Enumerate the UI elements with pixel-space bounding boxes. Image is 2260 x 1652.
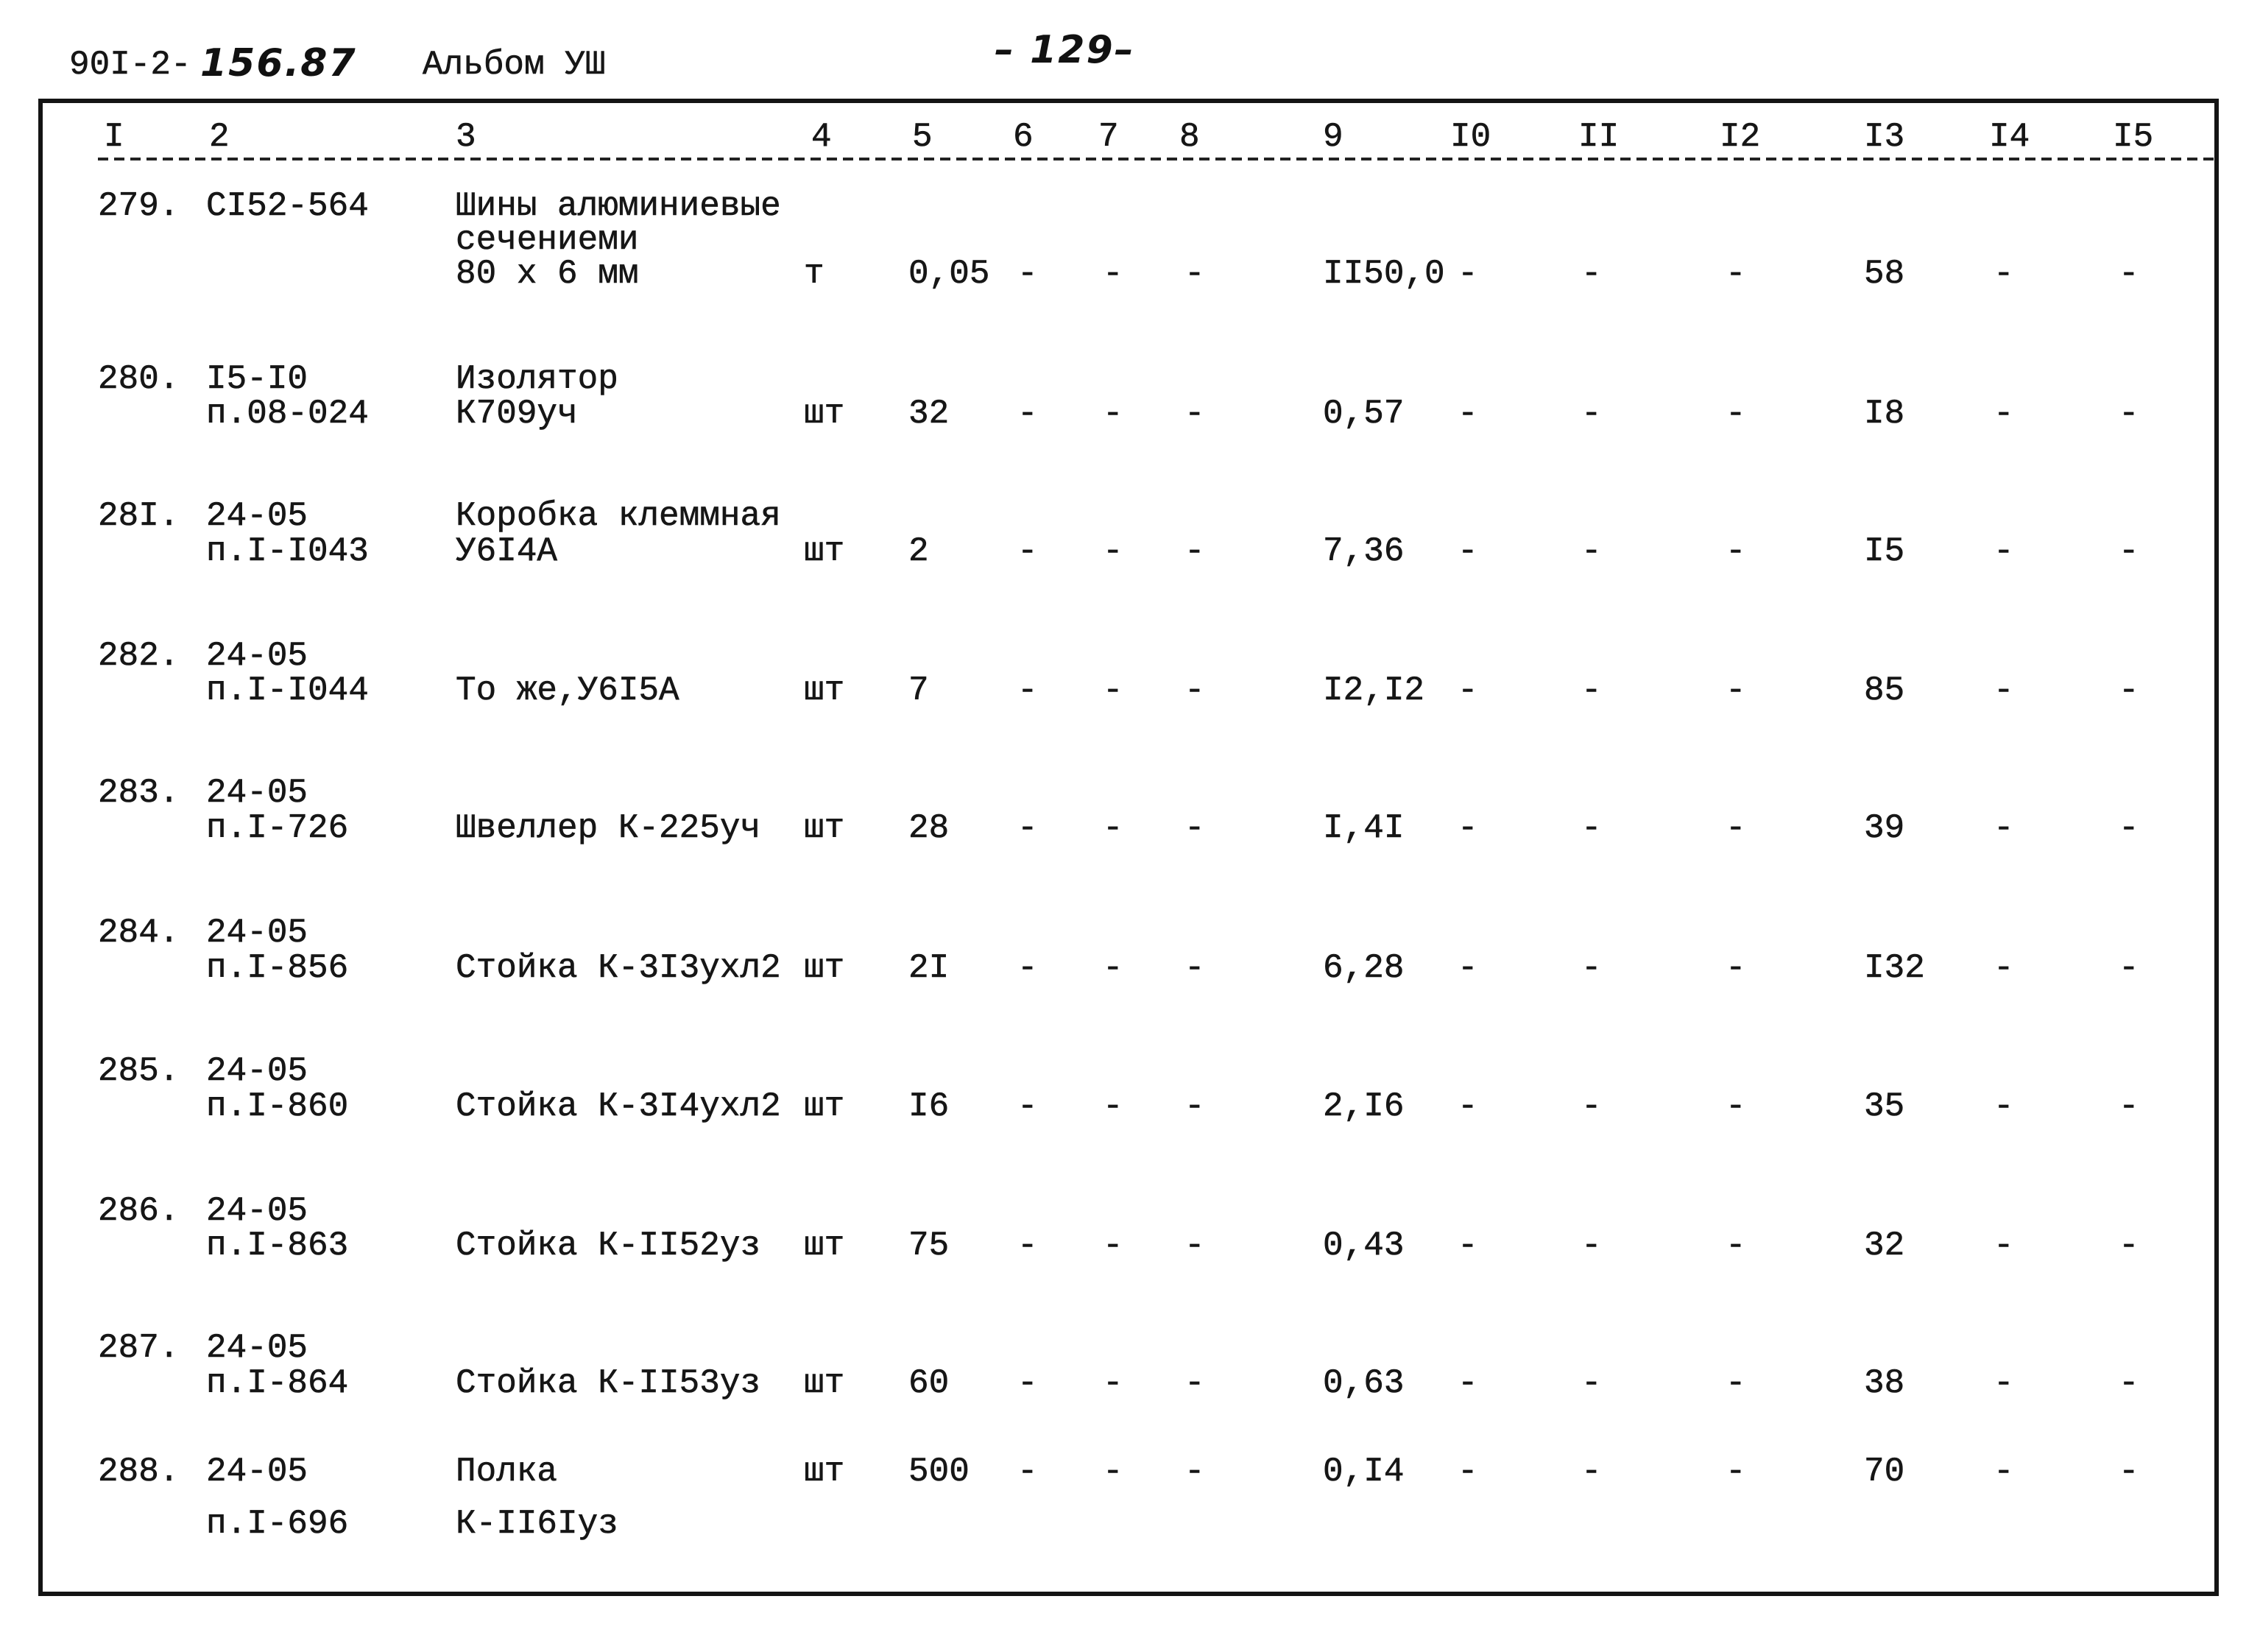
col-10-value: -: [1458, 671, 1478, 710]
column-header: II: [1578, 118, 1620, 156]
row-number: 280.: [98, 360, 180, 398]
row-number: 288.: [98, 1452, 180, 1491]
col-14-value: -: [1994, 255, 2014, 293]
column-header: 4: [811, 118, 832, 156]
col-13-value: I5: [1864, 532, 1905, 571]
col-12-value: -: [1726, 1087, 1746, 1126]
col-9-value: II50,0: [1323, 255, 1445, 293]
col-9-value: 6,28: [1323, 949, 1405, 987]
row-number: 284.: [98, 914, 180, 952]
column-header: 6: [1013, 118, 1034, 156]
item-description: К-II6Iуз: [456, 1505, 618, 1543]
row-number: 286.: [98, 1192, 180, 1230]
col-9-value: 0,43: [1323, 1226, 1405, 1265]
col-13-value: 85: [1864, 671, 1905, 710]
row-number: 287.: [98, 1329, 180, 1367]
col-13-value: I8: [1864, 395, 1905, 433]
column-header: I3: [1864, 118, 1905, 156]
item-unit: шт: [804, 1226, 845, 1265]
col-10-value: -: [1458, 532, 1478, 571]
column-header: 3: [456, 118, 476, 156]
col-8-value: -: [1184, 255, 1205, 293]
col-8-value: -: [1184, 1452, 1205, 1491]
col-7-value: -: [1103, 1226, 1123, 1265]
col-8-value: -: [1184, 949, 1205, 987]
col-11-value: -: [1581, 1452, 1602, 1491]
col-11-value: -: [1581, 809, 1602, 847]
col-9-value: I2,I2: [1323, 671, 1425, 710]
col-12-value: -: [1726, 255, 1746, 293]
col-5-value: 0,05: [908, 255, 990, 293]
item-description: Стойка К-II52уз: [456, 1226, 761, 1265]
col-13-value: 32: [1864, 1226, 1905, 1265]
col-9-value: 0,I4: [1323, 1452, 1405, 1491]
col-9-value: 2,I6: [1323, 1087, 1405, 1126]
item-code: 24-05: [206, 1452, 308, 1491]
item-description: Полка: [456, 1452, 558, 1491]
item-code: 24-05: [206, 914, 308, 952]
item-code: I5-I0: [206, 360, 308, 398]
page-number: – 129–: [995, 28, 1135, 72]
col-8-value: -: [1184, 1364, 1205, 1402]
item-unit: шт: [804, 1452, 845, 1491]
col-14-value: -: [1994, 671, 2014, 710]
col-10-value: -: [1458, 949, 1478, 987]
col-14-value: -: [1994, 809, 2014, 847]
col-14-value: -: [1994, 1364, 2014, 1402]
col-13-value: 58: [1864, 255, 1905, 293]
col-6-value: -: [1017, 395, 1038, 433]
column-header: I: [104, 118, 124, 156]
col-15-value: -: [2119, 671, 2139, 710]
item-code: п.I-I043: [206, 532, 369, 571]
item-description: Стойка К-II53уз: [456, 1364, 761, 1402]
col-15-value: -: [2119, 809, 2139, 847]
item-code: п.08-024: [206, 395, 369, 433]
item-code: 24-05: [206, 774, 308, 812]
col-7-value: -: [1103, 671, 1123, 710]
col-11-value: -: [1581, 1087, 1602, 1126]
col-6-value: -: [1017, 1226, 1038, 1265]
col-6-value: -: [1017, 671, 1038, 710]
item-description: Шины алюминиевые: [456, 187, 781, 225]
col-7-value: -: [1103, 1452, 1123, 1491]
row-number: 28I.: [98, 497, 180, 535]
document-code: 90I-2-: [69, 46, 191, 84]
col-14-value: -: [1994, 949, 2014, 987]
col-14-value: -: [1994, 532, 2014, 571]
col-7-value: -: [1103, 532, 1123, 571]
col-6-value: -: [1017, 532, 1038, 571]
item-unit: шт: [804, 809, 845, 847]
row-number: 283.: [98, 774, 180, 812]
item-code: п.I-I044: [206, 671, 369, 710]
col-6-value: -: [1017, 949, 1038, 987]
col-12-value: -: [1726, 532, 1746, 571]
item-code: п.I-726: [206, 809, 349, 847]
item-description: Стойка К-3I3ухл2: [456, 949, 781, 987]
col-15-value: -: [2119, 1226, 2139, 1265]
album-label: Альбом УШ: [423, 46, 606, 84]
item-description: Швеллер К-225уч: [456, 809, 761, 847]
col-8-value: -: [1184, 809, 1205, 847]
col-15-value: -: [2119, 395, 2139, 433]
col-12-value: -: [1726, 1226, 1746, 1265]
col-6-value: -: [1017, 809, 1038, 847]
column-header: I5: [2113, 118, 2154, 156]
item-description: Стойка К-3I4ухл2: [456, 1087, 781, 1126]
col-5-value: 60: [908, 1364, 950, 1402]
item-description: То же,У6I5А: [456, 671, 679, 710]
col-7-value: -: [1103, 949, 1123, 987]
col-8-value: -: [1184, 1226, 1205, 1265]
col-15-value: -: [2119, 255, 2139, 293]
item-code: п.I-696: [206, 1505, 349, 1543]
col-14-value: -: [1994, 1452, 2014, 1491]
col-5-value: 28: [908, 809, 950, 847]
column-header: 5: [912, 118, 933, 156]
col-8-value: -: [1184, 1087, 1205, 1126]
col-10-value: -: [1458, 395, 1478, 433]
col-11-value: -: [1581, 949, 1602, 987]
col-12-value: -: [1726, 1364, 1746, 1402]
col-8-value: -: [1184, 671, 1205, 710]
col-11-value: -: [1581, 395, 1602, 433]
item-code: 24-05: [206, 497, 308, 535]
col-5-value: 500: [908, 1452, 970, 1491]
col-11-value: -: [1581, 255, 1602, 293]
col-9-value: 0,63: [1323, 1364, 1405, 1402]
col-8-value: -: [1184, 395, 1205, 433]
item-code: СI52-564: [206, 187, 369, 225]
col-9-value: 7,36: [1323, 532, 1405, 571]
col-11-value: -: [1581, 671, 1602, 710]
col-14-value: -: [1994, 1226, 2014, 1265]
col-6-value: -: [1017, 1452, 1038, 1491]
col-15-value: -: [2119, 1364, 2139, 1402]
col-12-value: -: [1726, 395, 1746, 433]
column-header: I4: [1989, 118, 2030, 156]
item-unit: шт: [804, 1364, 845, 1402]
col-11-value: -: [1581, 1364, 1602, 1402]
item-code: п.I-863: [206, 1226, 349, 1265]
item-unit: т: [804, 255, 824, 293]
column-header: 2: [209, 118, 230, 156]
col-15-value: -: [2119, 1087, 2139, 1126]
col-5-value: 75: [908, 1226, 950, 1265]
column-header: I0: [1450, 118, 1491, 156]
col-7-value: -: [1103, 255, 1123, 293]
col-9-value: I,4I: [1323, 809, 1405, 847]
column-header: 9: [1323, 118, 1343, 156]
col-5-value: 2I: [908, 949, 950, 987]
col-7-value: -: [1103, 1364, 1123, 1402]
item-description: 80 х 6 мм: [456, 255, 639, 293]
col-13-value: 35: [1864, 1087, 1905, 1126]
col-7-value: -: [1103, 395, 1123, 433]
item-code: п.I-864: [206, 1364, 349, 1402]
item-unit: шт: [804, 532, 845, 571]
col-5-value: 2: [908, 532, 929, 571]
item-unit: шт: [804, 1087, 845, 1126]
col-10-value: -: [1458, 1226, 1478, 1265]
col-10-value: -: [1458, 1452, 1478, 1491]
col-14-value: -: [1994, 1087, 2014, 1126]
col-7-value: -: [1103, 809, 1123, 847]
item-description: Коробка клеммная: [456, 497, 781, 535]
item-description: сечениеми: [456, 221, 639, 259]
col-13-value: 39: [1864, 809, 1905, 847]
col-5-value: I6: [908, 1087, 950, 1126]
col-15-value: -: [2119, 532, 2139, 571]
item-code: п.I-860: [206, 1087, 349, 1126]
col-15-value: -: [2119, 1452, 2139, 1491]
item-code: 24-05: [206, 637, 308, 675]
row-number: 285.: [98, 1052, 180, 1090]
item-code: п.I-856: [206, 949, 349, 987]
col-8-value: -: [1184, 532, 1205, 571]
col-12-value: -: [1726, 809, 1746, 847]
item-unit: шт: [804, 671, 845, 710]
col-10-value: -: [1458, 1087, 1478, 1126]
col-7-value: -: [1103, 1087, 1123, 1126]
item-unit: шт: [804, 949, 845, 987]
col-9-value: 0,57: [1323, 395, 1405, 433]
col-13-value: 38: [1864, 1364, 1905, 1402]
header-divider: [98, 158, 2215, 160]
row-number: 282.: [98, 637, 180, 675]
col-14-value: -: [1994, 395, 2014, 433]
column-header: 7: [1098, 118, 1119, 156]
col-5-value: 32: [908, 395, 950, 433]
document-code-handwritten: 156.87: [200, 41, 357, 85]
col-10-value: -: [1458, 809, 1478, 847]
col-6-value: -: [1017, 1364, 1038, 1402]
col-13-value: I32: [1864, 949, 1925, 987]
column-header: I2: [1720, 118, 1761, 156]
col-10-value: -: [1458, 255, 1478, 293]
col-11-value: -: [1581, 1226, 1602, 1265]
col-13-value: 70: [1864, 1452, 1905, 1491]
col-12-value: -: [1726, 949, 1746, 987]
item-description: Изолятор: [456, 360, 618, 398]
col-6-value: -: [1017, 255, 1038, 293]
item-code: 24-05: [206, 1052, 308, 1090]
item-description: У6I4А: [456, 532, 558, 571]
col-11-value: -: [1581, 532, 1602, 571]
col-10-value: -: [1458, 1364, 1478, 1402]
col-15-value: -: [2119, 949, 2139, 987]
item-unit: шт: [804, 395, 845, 433]
col-6-value: -: [1017, 1087, 1038, 1126]
col-5-value: 7: [908, 671, 929, 710]
col-12-value: -: [1726, 671, 1746, 710]
column-header: 8: [1179, 118, 1200, 156]
item-code: 24-05: [206, 1329, 308, 1367]
row-number: 279.: [98, 187, 180, 225]
item-code: 24-05: [206, 1192, 308, 1230]
col-12-value: -: [1726, 1452, 1746, 1491]
item-description: К709уч: [456, 395, 578, 433]
